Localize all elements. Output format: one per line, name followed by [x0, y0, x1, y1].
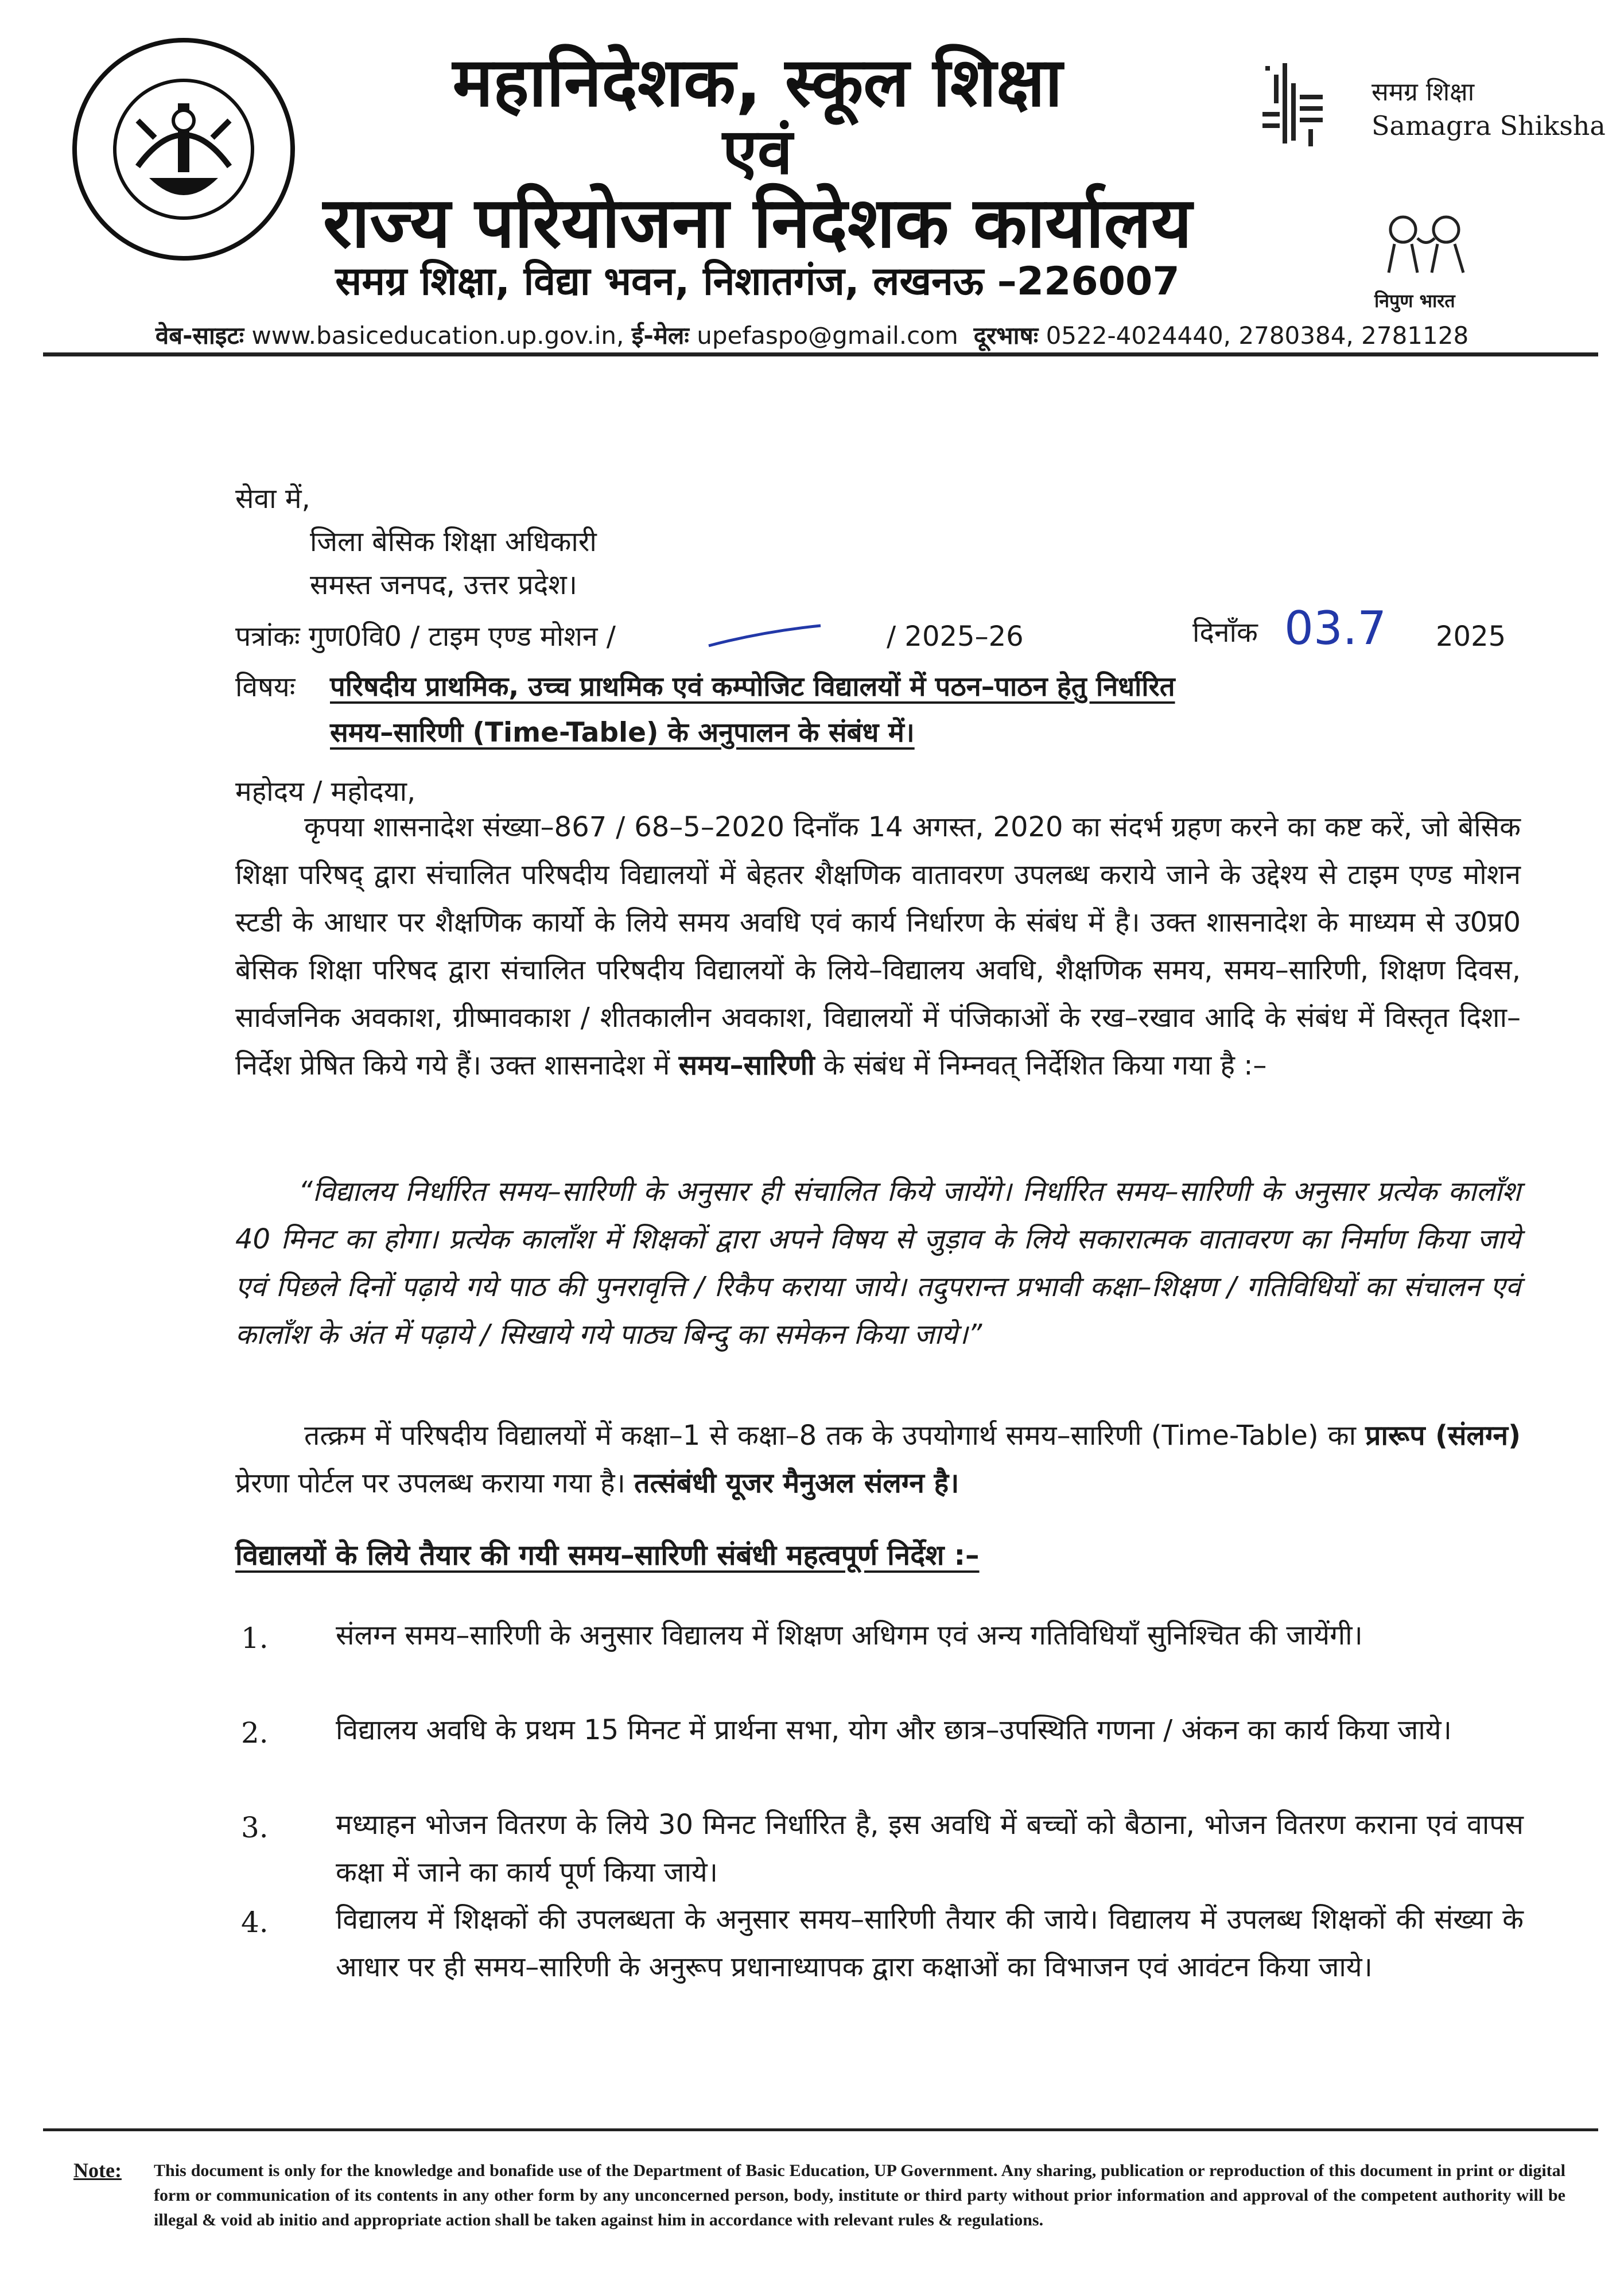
date-year: 2025 — [1436, 620, 1506, 653]
paragraph-1-text: कृपया शासनादेश संख्या–867 / 68–5–2020 दिनाँक 14 अगस्त, 2020 का संदर्भ ग्रहण करने का कष्ट करें, जो बेसिक शिक्षा परिषद् द्वारा संचालित परिषदीय विद्यालयों में बेहतर शैक्षणिक वातावरण उपलब्ध कराये जाने के उद्देश्य से टाइम एण्ड मोशन स्टडी के आधार पर शैक्षणिक कार्यो के लिये समय अवधि एवं कार्य निर्धारण के संबंध में है। उक्त शासनादेश के माध्यम से उ0प्र0 बेसिक शिक्षा परिषद द्वारा संचालित परिषदीय विद्यालयों के लिये–विद्यालय अवधि, शैक्षणिक समय, समय–सारिणी, शिक्षण दिवस, सार्वजनिक अवकाश, ग्रीष्मावकाश / शीतकालीन अवकाश, विद्यालयों में पंजिकाओं के रख–रखाव आदि के संबंध में विस्तृत दिशा–निर्देश प्रेषित किये गये हैं। उक्त शासनादेश में — [235, 811, 1521, 1081]
reference-year: / 2025–26 — [887, 620, 1024, 653]
handwritten-stroke — [706, 623, 826, 651]
email-label: ई-मेलः — [631, 321, 689, 350]
list-item-number: 4. — [241, 1906, 269, 1939]
header-divider — [43, 352, 1598, 356]
phone-label: दूरभाषः — [973, 321, 1039, 350]
note-text: This document is only for the knowledge and bonafide use of the Department of Basic Education, UP Government. Any sharing, publication or reproduction of this document in print or digital form or communication of its contents in any other form by any unconcerned person, body, institute or third party without prior information and approval of the competent authority will be illegal & void ab initio and appropriate action shall be taken against him in accordance with relevant rules & regulations. — [154, 2161, 1565, 2229]
paragraph-2-mid: प्रेरणा पोर्टल पर उपलब्ध कराया गया है। — [235, 1467, 625, 1499]
subject-line-2: समय–सारिणी (Time-Table) के अनुपालन के संबंध में। — [330, 717, 915, 748]
list-item: विद्यालय में शिक्षकों की उपलब्धता के अनुसार समय–सारिणी तैयार की जाये। विद्यालय में उपलब्ध शिक्षकों की संख्या के आधार पर ही समय–सारिणी के अनुरूप प्रधानाध्यापक द्वारा कक्षाओं का विभाजन एवं आवंटन किया जाये। — [336, 1903, 1524, 1983]
quoted-directive — [235, 1168, 1521, 1359]
samagra-shiksha-hindi-label: समग्र शिक्षा — [1372, 77, 1475, 107]
office-title-line-1: महानिदेशक, स्कूल शिक्षा — [452, 42, 1063, 122]
recipient-line-2: समस्त जनपद, उत्तर प्रदेश। — [310, 569, 577, 601]
samagra-shiksha-logo-icon — [1260, 60, 1328, 152]
phone-numbers: 0522-4024440, 2780384, 2781128 — [1046, 321, 1469, 350]
list-item-number: 2. — [241, 1716, 269, 1750]
office-title-line-2: एवं — [722, 115, 792, 188]
office-address: समग्र शिक्षा, विद्या भवन, निशातगंज, लखनऊ –226007 — [335, 259, 1180, 304]
paragraph-1-bold: समय–सारिणी — [678, 1049, 815, 1081]
recipient-line-1: जिला बेसिक शिक्षा अधिकारी — [310, 526, 597, 558]
paragraph-1 — [235, 804, 1521, 1089]
email-link[interactable]: upefaspo@gmail.com — [697, 321, 958, 350]
paragraph-1-end: के संबंध में निम्नवत् निर्देशित किया गया है :– — [823, 1049, 1267, 1081]
list-item: विद्यालय अवधि के प्रथम 15 मिनट में प्रार्थना सभा, योग और छात्र–उपस्थिति गणना / अंकन का कार्य किया जाये। — [336, 1714, 1452, 1746]
website-link[interactable]: www.basiceducation.up.gov.in, — [251, 321, 624, 350]
footer-divider — [43, 2128, 1598, 2131]
note-label: Note: — [73, 2159, 122, 2182]
salutation: महोदय / महोदया, — [235, 775, 416, 808]
list-item-number: 3. — [241, 1811, 269, 1844]
contact-line — [0, 319, 1624, 351]
subject-line-1: परिषदीय प्राथमिक, उच्च प्राथमिक एवं कम्पोजिट विद्यालयों में पठन–पाठन हेतु निर्धारित — [330, 671, 1175, 703]
website-label: वेब-साइटः — [155, 321, 244, 350]
samagra-shiksha-english-label: Samagra Shiksha — [1372, 110, 1606, 141]
list-item-number: 1. — [241, 1622, 269, 1655]
section-heading: विद्यालयों के लिये तैयार की गयी समय–सारिणी संबंधी महत्वपूर्ण निर्देश :– — [235, 1539, 980, 1572]
paragraph-2 — [235, 1412, 1521, 1507]
paragraph-2-bold-1: प्रारूप (संलग्न) — [1365, 1420, 1521, 1452]
handwritten-date: 03.7 — [1284, 602, 1387, 655]
office-title-line-3: राज्य परियोजना निदेशक कार्यालय — [323, 182, 1192, 263]
subject-label: विषयः — [235, 671, 296, 703]
date-label: दिनाँक — [1192, 616, 1258, 649]
list-item: मध्याहन भोजन वितरण के लिये 30 मिनट निर्धारित है, इस अवधि में बच्चों को बैठाना, भोजन वितरण कराना एवं वापस कक्षा में जाने का कार्य पूर्ण किया जाये। — [336, 1809, 1524, 1888]
nipun-bharat-label: निपुण भारत — [1374, 290, 1455, 312]
list-item: संलग्न समय–सारिणी के अनुसार विद्यालय में शिक्षण अधिगम एवं अन्य गतिविधियाँ सुनिश्चित की जायेंगी। — [336, 1619, 1363, 1651]
paragraph-2-bold-2: तत्संबंधी यूजर मैनुअल संलग्न है। — [634, 1467, 959, 1499]
nipun-bharat-logo-icon — [1377, 207, 1475, 278]
reference-number: पत्रांकः गुण0वि0 / टाइम एण्ड मोशन / — [235, 620, 616, 653]
paragraph-2-text: तत्क्रम में परिषदीय विद्यालयों में कक्षा–1 से कक्षा–8 तक के उपयोगार्थ समय–सारिणी (Time-Table) का — [304, 1420, 1357, 1452]
quoted-directive-text: “विद्यालय निर्धारित समय–सारिणी के अनुसार ही संचालित किये जायेंगे। निर्धारित समय–सारिणी के अनुसार प्रत्येक कालाँश 40 मिनट का होगा। प्रत्येक कालाँश में शिक्षकों द्वारा अपने विषय से जुड़ाव के लिये सकारात्मक वातावरण का निर्माण किया जाये एवं पिछले दिनों पढ़ाये गये पाठ की पुनरावृत्ति / रिकैप कराया जाये। तदुपरान्त प्रभावी कक्षा–शिक्षण / गतिविधियों का संचालन एवं कालाँश के अंत में पढ़ाये / सिखाये गये पाठ्य बिन्दु का समेकन किया जाये।” — [235, 1176, 1521, 1351]
to-label: सेवा में, — [235, 483, 310, 515]
